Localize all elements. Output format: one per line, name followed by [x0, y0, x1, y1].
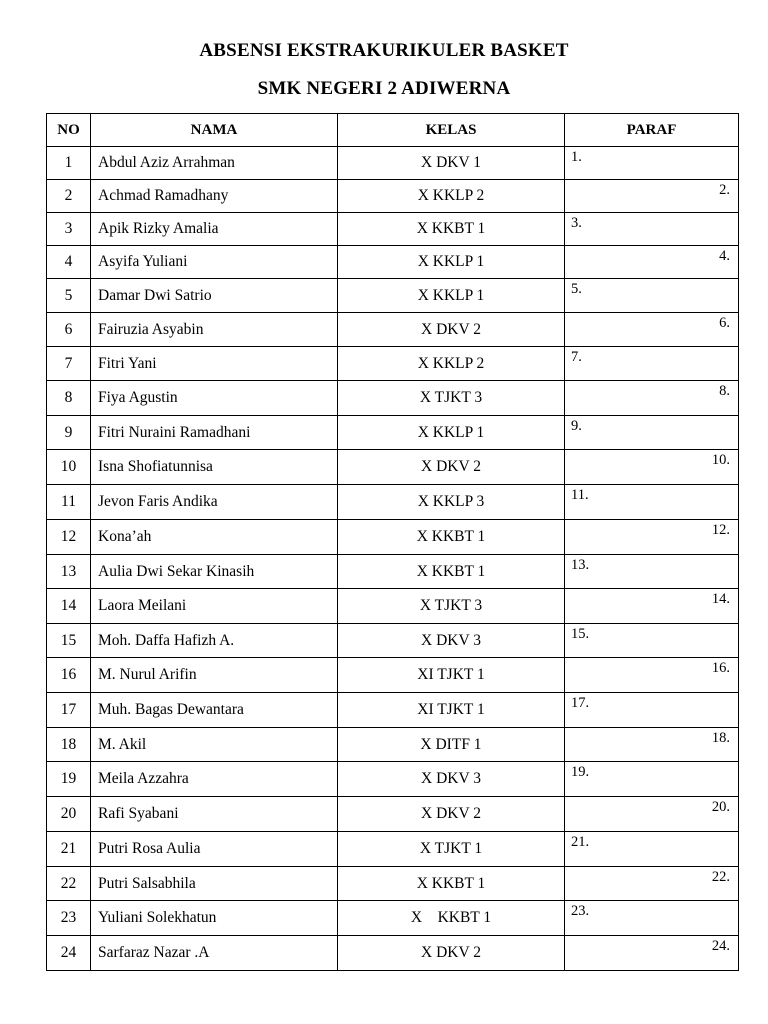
paraf-number: 10.	[711, 452, 730, 468]
cell-nama: Fitri Yani	[91, 347, 338, 381]
table-row	[47, 728, 739, 762]
cell-paraf	[565, 180, 739, 213]
cell-paraf	[565, 520, 739, 555]
cell-no: 8	[47, 381, 91, 416]
cell-kelas: X KKLP 3	[338, 485, 565, 520]
paraf-number: 5.	[571, 281, 582, 297]
cell-no: 23	[47, 901, 91, 936]
cell-kelas: X DKV 2	[338, 450, 565, 485]
cell-nama: Fiya Agustin	[91, 381, 338, 416]
table-row	[47, 381, 739, 416]
table-row	[47, 624, 739, 658]
table-row	[47, 762, 739, 797]
table-row	[47, 450, 739, 485]
cell-no: 24	[47, 936, 91, 971]
table-row	[47, 347, 739, 381]
cell-paraf	[565, 213, 739, 246]
cell-nama: M. Akil	[91, 728, 338, 762]
table-row	[47, 213, 739, 246]
table-row	[47, 797, 739, 832]
paraf-number: 18.	[711, 730, 730, 746]
table-row	[47, 485, 739, 520]
header-kelas: KELAS	[338, 114, 565, 147]
cell-nama: Fitri Nuraini Ramadhani	[91, 416, 338, 450]
cell-kelas: X TJKT 3	[338, 381, 565, 416]
cell-nama: Achmad Ramadhany	[91, 180, 338, 213]
cell-nama: Putri Salsabhila	[91, 867, 338, 901]
cell-nama: Putri Rosa Aulia	[91, 832, 338, 867]
table-body	[47, 147, 739, 971]
cell-nama: Apik Rizky Amalia	[91, 213, 338, 246]
cell-no: 11	[47, 485, 91, 520]
paraf-number: 3.	[571, 215, 582, 231]
cell-paraf	[565, 416, 739, 450]
cell-paraf	[565, 450, 739, 485]
paraf-number: 15.	[571, 626, 590, 642]
paraf-number: 4.	[719, 248, 730, 264]
paraf-number: 21.	[571, 834, 590, 850]
cell-kelas: X KKBT 1	[338, 867, 565, 901]
cell-paraf	[565, 279, 739, 313]
cell-nama: Damar Dwi Satrio	[91, 279, 338, 313]
cell-nama: Jevon Faris Andika	[91, 485, 338, 520]
header-paraf: PARAF	[565, 114, 739, 147]
paraf-number: 22.	[711, 869, 730, 885]
paraf-number: 16.	[711, 660, 730, 676]
cell-paraf	[565, 867, 739, 901]
table-header-row	[47, 114, 739, 147]
cell-kelas: X KKBT 1	[338, 555, 565, 589]
cell-paraf	[565, 762, 739, 797]
cell-kelas: X TJKT 3	[338, 589, 565, 624]
cell-no: 21	[47, 832, 91, 867]
cell-nama: M. Nurul Arifin	[91, 658, 338, 693]
cell-kelas: X DKV 3	[338, 762, 565, 797]
cell-no: 12	[47, 520, 91, 555]
cell-paraf	[565, 555, 739, 589]
cell-no: 16	[47, 658, 91, 693]
cell-kelas: X KKLP 1	[338, 246, 565, 279]
cell-nama: Moh. Daffa Hafizh A.	[91, 624, 338, 658]
table-row	[47, 416, 739, 450]
cell-kelas: X DITF 1	[338, 728, 565, 762]
cell-kelas: XI TJKT 1	[338, 693, 565, 728]
table-row	[47, 936, 739, 971]
cell-kelas: XI TJKT 1	[338, 658, 565, 693]
cell-paraf	[565, 728, 739, 762]
cell-nama: Yuliani Solekhatun	[91, 901, 338, 936]
cell-no: 22	[47, 867, 91, 901]
cell-no: 19	[47, 762, 91, 797]
cell-kelas: X DKV 2	[338, 797, 565, 832]
cell-no: 18	[47, 728, 91, 762]
paraf-number: 23.	[571, 903, 590, 919]
cell-paraf	[565, 832, 739, 867]
paraf-number: 19.	[571, 764, 590, 780]
paraf-number: 1.	[571, 149, 582, 165]
table-row	[47, 279, 739, 313]
table-row	[47, 313, 739, 347]
cell-no: 5	[47, 279, 91, 313]
cell-paraf	[565, 246, 739, 279]
cell-paraf	[565, 658, 739, 693]
table-row	[47, 520, 739, 555]
cell-kelas: X DKV 3	[338, 624, 565, 658]
cell-no: 7	[47, 347, 91, 381]
cell-nama: Muh. Bagas Dewantara	[91, 693, 338, 728]
cell-no: 17	[47, 693, 91, 728]
cell-no: 15	[47, 624, 91, 658]
paraf-number: 9.	[571, 418, 582, 434]
header-no: NO	[47, 114, 91, 147]
cell-kelas: X KKBT 1	[338, 901, 565, 936]
cell-no: 6	[47, 313, 91, 347]
document-subtitle: SMK NEGERI 2 ADIWERNA	[257, 78, 511, 99]
paraf-number: 6.	[719, 315, 730, 331]
cell-kelas: X KKBT 1	[338, 520, 565, 555]
cell-paraf	[565, 147, 739, 180]
cell-paraf	[565, 589, 739, 624]
paraf-number: 20.	[711, 799, 730, 815]
cell-nama: Rafi Syabani	[91, 797, 338, 832]
table-row	[47, 555, 739, 589]
table-row	[47, 658, 739, 693]
cell-paraf	[565, 381, 739, 416]
cell-no: 1	[47, 147, 91, 180]
cell-kelas: X KKLP 1	[338, 279, 565, 313]
table-row	[47, 832, 739, 867]
cell-no: 3	[47, 213, 91, 246]
paraf-number: 12.	[711, 522, 730, 538]
table-row	[47, 147, 739, 180]
paraf-number: 7.	[571, 349, 582, 365]
paraf-number: 2.	[719, 182, 730, 198]
header-nama: NAMA	[91, 114, 338, 147]
cell-paraf	[565, 347, 739, 381]
cell-nama: Kona’ah	[91, 520, 338, 555]
cell-no: 20	[47, 797, 91, 832]
cell-nama: Fairuzia Asyabin	[91, 313, 338, 347]
cell-no: 10	[47, 450, 91, 485]
cell-nama: Abdul Aziz Arrahman	[91, 147, 338, 180]
cell-paraf	[565, 313, 739, 347]
cell-nama: Asyifa Yuliani	[91, 246, 338, 279]
cell-paraf	[565, 693, 739, 728]
cell-kelas: X DKV 1	[338, 147, 565, 180]
paraf-number: 17.	[571, 695, 590, 711]
cell-kelas: X KKLP 1	[338, 416, 565, 450]
cell-kelas: X KKLP 2	[338, 180, 565, 213]
cell-no: 4	[47, 246, 91, 279]
cell-nama: Meila Azzahra	[91, 762, 338, 797]
cell-nama: Isna Shofiatunnisa	[91, 450, 338, 485]
cell-no: 13	[47, 555, 91, 589]
cell-nama: Sarfaraz Nazar .A	[91, 936, 338, 971]
table-row	[47, 901, 739, 936]
table-row	[47, 589, 739, 624]
cell-nama: Aulia Dwi Sekar Kinasih	[91, 555, 338, 589]
table-row	[47, 693, 739, 728]
cell-kelas: X TJKT 1	[338, 832, 565, 867]
paraf-number: 8.	[719, 383, 730, 399]
paraf-number: 11.	[571, 487, 589, 503]
cell-no: 14	[47, 589, 91, 624]
cell-kelas: X DKV 2	[338, 936, 565, 971]
cell-paraf	[565, 797, 739, 832]
cell-paraf	[565, 485, 739, 520]
cell-no: 2	[47, 180, 91, 213]
cell-kelas: X KKBT 1	[338, 213, 565, 246]
cell-kelas: X KKLP 2	[338, 347, 565, 381]
cell-nama: Laora Meilani	[91, 589, 338, 624]
attendance-table	[46, 113, 739, 971]
paraf-number: 13.	[571, 557, 590, 573]
paraf-number: 24.	[711, 938, 730, 954]
cell-paraf	[565, 624, 739, 658]
cell-paraf	[565, 936, 739, 971]
cell-paraf	[565, 901, 739, 936]
cell-no: 9	[47, 416, 91, 450]
table-row	[47, 867, 739, 901]
table-row	[47, 246, 739, 279]
paraf-number: 14.	[711, 591, 730, 607]
document-title: ABSENSI EKSTRAKURIKULER BASKET	[199, 40, 569, 61]
cell-kelas: X DKV 2	[338, 313, 565, 347]
table-row	[47, 180, 739, 213]
